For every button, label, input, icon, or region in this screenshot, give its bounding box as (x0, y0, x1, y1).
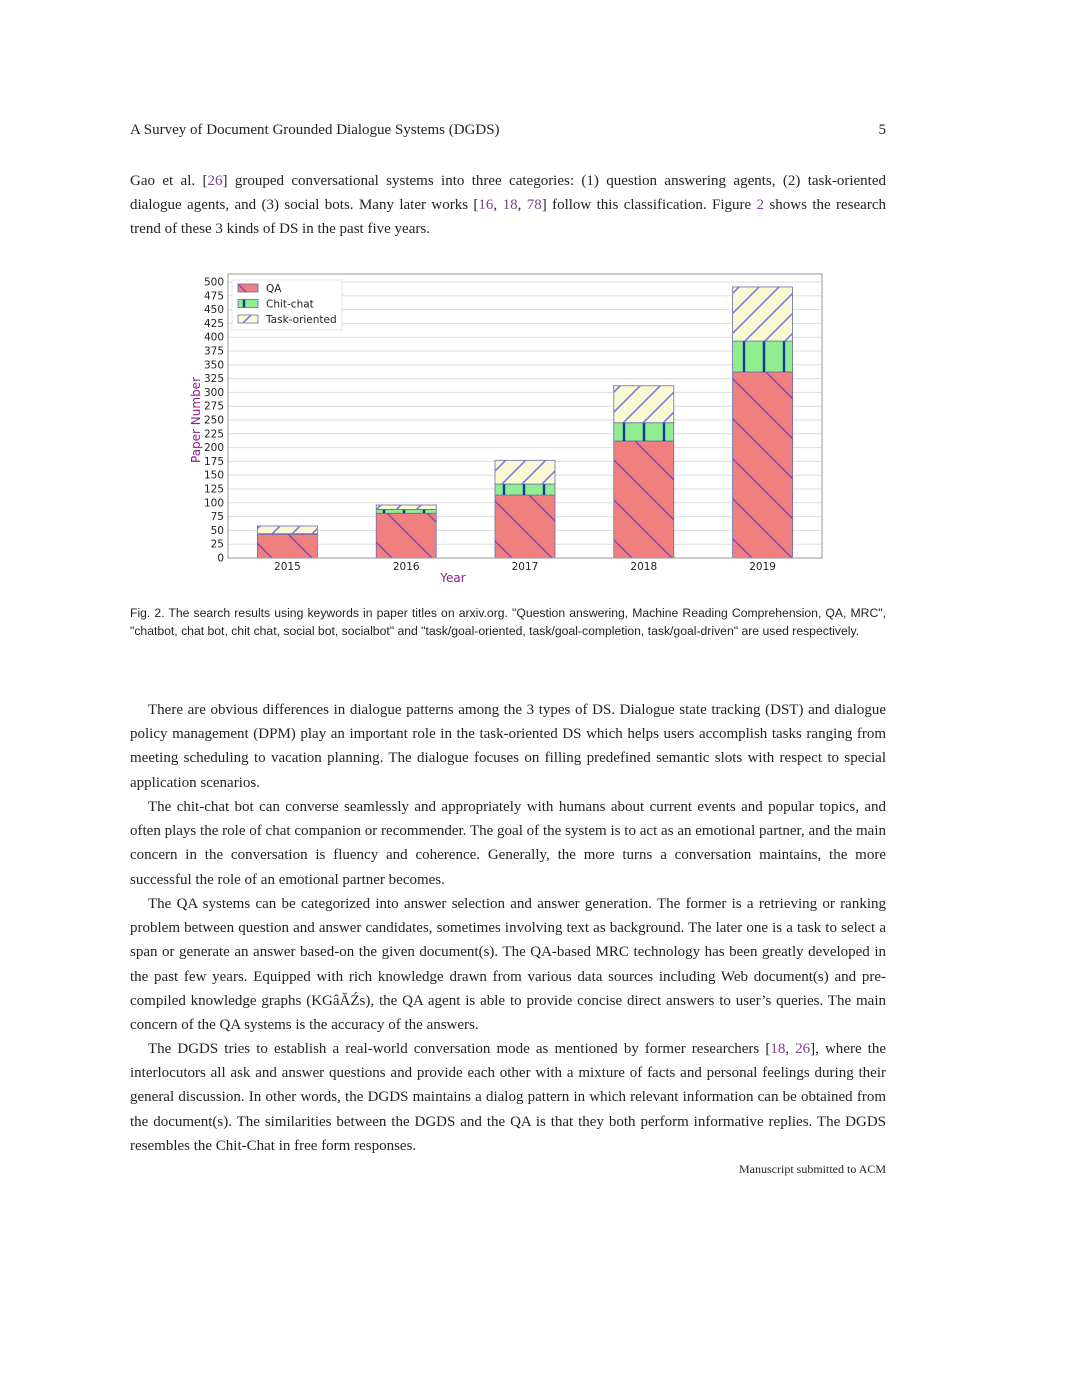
legend-label: QA (266, 283, 282, 295)
body-paragraph: The DGDS tries to establish a real-world conversation mode as mentioned by former researchers [18, 26], where the interlocutors all ask and answer questions and provide each other with a mixture of facts and personal feelings during their general discussion. In other words, the DGDS maintains a dialog pattern in which relevant information can be obtained from the document(s). The similarities between the DGDS and the QA is that they both perform informative replies. The DGDS resembles the Chit-Chat in free form responses. (130, 1041, 886, 1154)
legend-label: Task-oriented (266, 314, 337, 326)
bar-hatch (614, 423, 674, 441)
x-tick-label: 2015 (274, 561, 301, 573)
x-tick-label: 2018 (630, 561, 658, 573)
y-tick-label: 225 (203, 428, 224, 441)
x-axis-label: Year (440, 571, 466, 585)
y-tick-label: 100 (203, 497, 224, 510)
legend-swatch-hatch (238, 315, 258, 323)
footer-note: Manuscript submitted to ACM (739, 1162, 886, 1176)
bar-hatch (614, 386, 674, 423)
body-paragraph: The chit-chat bot can converse seamlessly and appropriately with humans about current events and popular topics, and often plays the role of chat companion or recommender. The goal of the system is to act as an emotional partner, and the main concern in the conversation is fluency and coherence. Generally, the more turns a conversation maintains, the more successful the role of an emotional partner becomes. (130, 799, 886, 888)
citation-link[interactable]: 26 (207, 173, 223, 189)
y-tick-label: 175 (203, 455, 224, 468)
y-tick-label: 275 (203, 400, 224, 413)
citation-link[interactable]: 18 (770, 1041, 786, 1057)
bar-hatch (376, 513, 436, 558)
y-axis-label: Paper Number (189, 376, 203, 464)
figure-link[interactable]: 2 (756, 197, 765, 214)
y-tick-label: 25 (210, 538, 224, 551)
paper-title: A Survey of Document Grounded Dialogue Systems (DGDS) (130, 122, 500, 138)
bar-hatch (257, 534, 317, 558)
y-tick-label: 350 (203, 359, 224, 372)
y-tick-label: 150 (203, 469, 224, 482)
y-tick-label: 300 (203, 386, 224, 399)
figure-caption: Fig. 2. The search results using keywords in paper titles on arxiv.org. "Question answering, Machine Reading Comprehension, QA, MRC", "chatbot, chat bot, chit chat, social bot, socialbot" and "task/goal-oriented, task/goal-completion, task/goal-driven" are used respectively. (130, 606, 886, 638)
x-tick-label: 2017 (511, 561, 539, 573)
y-tick-label: 250 (203, 414, 224, 427)
y-tick-label: 425 (203, 317, 224, 330)
y-tick-label: 450 (203, 304, 224, 317)
y-tick-label: 200 (203, 442, 224, 455)
citation-link[interactable]: 78 (526, 197, 542, 214)
bar-hatch (495, 460, 555, 484)
bar-hatch (733, 287, 793, 341)
bar-hatch (257, 526, 317, 534)
bar-hatch (733, 372, 793, 558)
y-tick-label: 325 (203, 373, 224, 386)
y-tick-label: 125 (203, 483, 224, 496)
bar-hatch (733, 341, 793, 372)
x-tick-label: 2016 (392, 561, 420, 573)
legend-label: Chit-chat (266, 298, 314, 311)
page-number: 5 (878, 122, 886, 138)
bar-hatch (614, 441, 674, 558)
y-tick-label: 400 (203, 331, 224, 344)
body-paragraph: The QA systems can be categorized into answer selection and answer generation. The former is a retrieving or ranking problem between question and answer candidates, sometimes involving text as background. The later one is a task to select a span or generate an answer based-on the given document(s). The QA-based MRC technology has been greatly developed in the past few years. Equipped with rich knowledge drawn from various data sources including Web document(s) and pre-compiled knowledge graphs (KGâĂŹs), the QA agent is able to provide concise direct answers to user’s queries. The main concern of the QA systems is the accuracy of the answers. (130, 896, 886, 1034)
bar-hatch (495, 484, 555, 495)
legend-swatch-hatch (238, 300, 258, 308)
y-tick-label: 50 (210, 524, 224, 537)
y-tick-label: 475 (203, 290, 224, 303)
y-tick-label: 75 (210, 511, 224, 524)
running-header (130, 122, 886, 139)
y-tick-label: 375 (203, 345, 224, 358)
citation-link[interactable]: 16 (478, 197, 494, 214)
body-paragraph: There are obvious differences in dialogue patterns among the 3 types of DS. Dialogue state tracking (DST) and dialogue policy management (DPM) play an important role in the task-oriented DS which helps users accomplish tasks ranging from meeting scheduling to vacation planning. The dialogue focuses on filling predefined semantic slots with respect to special application scenarios. (130, 702, 886, 791)
citation-link[interactable]: 18 (502, 197, 518, 214)
stacked-bar-chart (180, 266, 840, 596)
bar-hatch (376, 505, 436, 509)
y-tick-label: 0 (217, 552, 224, 565)
legend-swatch-hatch (238, 284, 258, 292)
citation-link[interactable]: 26 (795, 1041, 811, 1057)
bar-hatch (376, 509, 436, 513)
y-tick-label: 500 (203, 276, 224, 289)
intro-paragraph: Gao et al. [26] grouped conversational systems into three categories: (1) question answering agents, (2) task-oriented dialogue agents, and (3) social bots. Many later works [16, 18, 78] follow this classification. Figure 2 shows the research trend of these 3 kinds of DS in the past five years. (130, 173, 886, 238)
bar-hatch (495, 495, 555, 558)
x-tick-label: 2019 (749, 561, 776, 573)
